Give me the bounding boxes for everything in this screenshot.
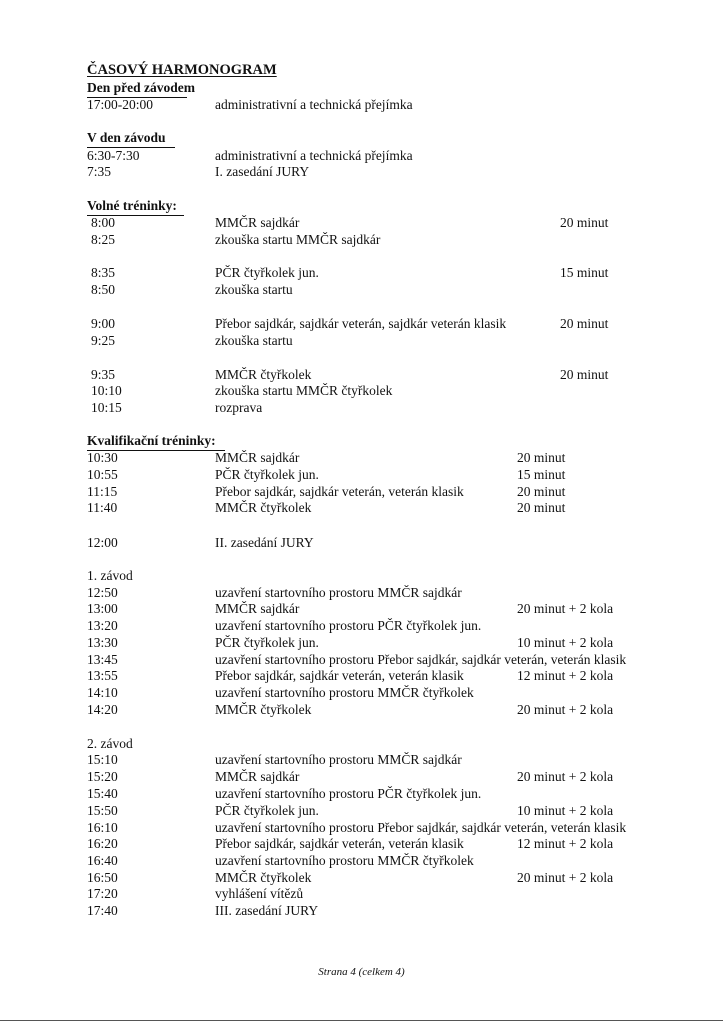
schedule-duration: 20 minut + 2 kola [517,769,614,784]
schedule-time: 13:20 [87,618,118,633]
schedule-time: 17:00-20:00 [87,97,153,112]
schedule-event: zkouška startu [215,333,293,348]
schedule-event: uzavření startovního prostoru MMČR čtyřkolek [215,685,474,700]
schedule-time: 8:25 [91,232,116,247]
schedule-event: uzavření startovního prostoru MMČR sajdkár [215,752,462,767]
schedule-duration: 10 minut + 2 kola [517,803,614,818]
schedule-time: 13:00 [87,601,118,616]
schedule-time: 11:40 [87,500,118,515]
schedule-event: MMČR čtyřkolek [215,500,312,515]
schedule-event: zkouška startu MMČR sajdkár [215,232,381,247]
schedule-duration: 12 minut + 2 kola [517,836,614,851]
schedule-time: 15:40 [87,786,118,801]
schedule-event: II. zasedání JURY [215,535,314,550]
document-title: ČASOVÝ HARMONOGRAM [87,62,277,78]
schedule-time: 14:10 [87,685,118,700]
schedule-time: 8:00 [91,215,116,230]
page-footer: Strana 4 (celkem 4) [318,966,405,978]
section-heading-race1: 1. závod [87,568,133,583]
schedule-time: 10:15 [91,400,122,415]
schedule-time: 12:50 [87,585,118,600]
schedule-time: 6:30-7:30 [87,148,140,163]
schedule-time: 8:50 [91,282,116,297]
schedule-time: 8:35 [91,265,116,280]
schedule-event: MMČR sajdkár [215,215,300,230]
section-heading-free-practice: Volné tréninky: [87,198,184,216]
section-heading-race2: 2. závod [87,736,133,751]
section-heading-day-before: Den před závodem [87,80,195,98]
schedule-event: MMČR sajdkár [215,450,300,465]
schedule-event: PČR čtyřkolek jun. [215,265,319,280]
schedule-event: rozprava [215,400,263,415]
schedule-duration: 20 minut + 2 kola [517,870,614,885]
schedule-event: vyhlášení vítězů [215,886,304,901]
schedule-duration: 20 minut [560,316,609,331]
schedule-time: 15:10 [87,752,118,767]
schedule-duration: 12 minut + 2 kola [517,668,614,683]
schedule-event: uzavření startovního prostoru Přebor sajdkár, sajdkár veterán, veterán klasik [215,652,627,667]
schedule-event: uzavření startovního prostoru MMČR sajdkár [215,585,462,600]
section-heading-qualifying: Kvalifikační tréninky: [87,433,225,451]
schedule-duration: 20 minut + 2 kola [517,702,614,717]
schedule-event: MMČR čtyřkolek [215,870,312,885]
schedule-time: 13:55 [87,668,118,683]
schedule-time: 17:20 [87,886,118,901]
schedule-time: 17:40 [87,903,118,918]
schedule-time: 9:35 [91,367,116,382]
schedule-event: administrativní a technická přejímka [215,148,413,163]
schedule-time: 13:45 [87,652,118,667]
schedule-event: I. zasedání JURY [215,164,310,179]
schedule-event: PČR čtyřkolek jun. [215,803,319,818]
schedule-event: MMČR sajdkár [215,769,300,784]
schedule-event: zkouška startu [215,282,293,297]
schedule-event: Přebor sajdkár, sajdkár veterán, veterán klasik [215,836,464,851]
schedule-duration: 20 minut [517,500,566,515]
schedule-duration: 15 minut [517,467,566,482]
schedule-time: 16:20 [87,836,118,851]
bottom-divider [0,1020,723,1021]
schedule-event: MMČR čtyřkolek [215,702,312,717]
schedule-event: MMČR sajdkár [215,601,300,616]
schedule-duration: 20 minut [560,367,609,382]
schedule-duration: 20 minut [517,484,566,499]
schedule-event: Přebor sajdkár, sajdkár veterán, veterán klasik [215,484,464,499]
schedule-time: 14:20 [87,702,118,717]
section-heading-race-day: V den závodu [87,130,175,148]
schedule-time: 13:30 [87,635,118,650]
schedule-event: PČR čtyřkolek jun. [215,635,319,650]
schedule-time: 10:30 [87,450,118,465]
schedule-event: uzavření startovního prostoru PČR čtyřkolek jun. [215,618,482,633]
schedule-event: uzavření startovního prostoru PČR čtyřkolek jun. [215,786,482,801]
schedule-event: administrativní a technická přejímka [215,97,413,112]
schedule-time: 10:10 [91,383,122,398]
schedule-time: 12:00 [87,535,118,550]
schedule-time: 11:15 [87,484,118,499]
schedule-event: uzavření startovního prostoru Přebor sajdkár, sajdkár veterán, veterán klasik [215,820,627,835]
schedule-duration: 20 minut [517,450,566,465]
schedule-duration: 20 minut [560,215,609,230]
schedule-duration: 15 minut [560,265,609,280]
schedule-event: zkouška startu MMČR čtyřkolek [215,383,393,398]
schedule-event: PČR čtyřkolek jun. [215,467,319,482]
schedule-time: 10:55 [87,467,118,482]
schedule-duration: 10 minut + 2 kola [517,635,614,650]
schedule-event: Přebor sajdkár, sajdkár veterán, sajdkár veterán klasik [215,316,507,331]
schedule-duration: 20 minut + 2 kola [517,601,614,616]
schedule-event: uzavření startovního prostoru MMČR čtyřkolek [215,853,474,868]
schedule-time: 15:50 [87,803,118,818]
schedule-time: 9:00 [91,316,116,331]
schedule-time: 16:50 [87,870,118,885]
schedule-event: Přebor sajdkár, sajdkár veterán, veterán klasik [215,668,464,683]
schedule-time: 16:40 [87,853,118,868]
schedule-event: III. zasedání JURY [215,903,319,918]
schedule-time: 9:25 [91,333,116,348]
schedule-time: 15:20 [87,769,118,784]
schedule-time: 16:10 [87,820,118,835]
schedule-time: 7:35 [87,164,112,179]
schedule-event: MMČR čtyřkolek [215,367,312,382]
